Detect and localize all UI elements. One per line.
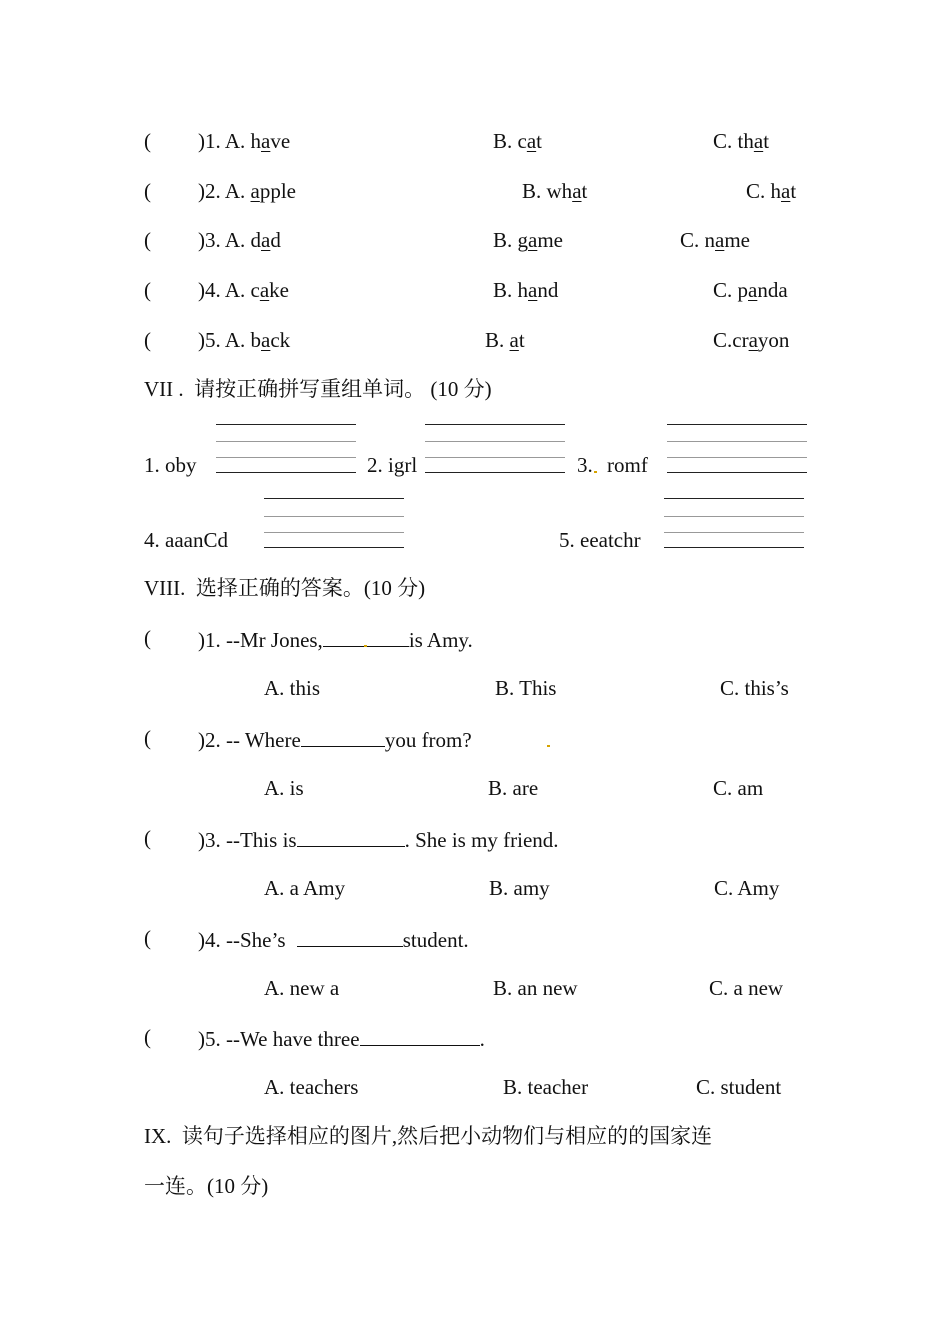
option-b[interactable]: B. are <box>488 776 539 800</box>
answer-blank[interactable] <box>297 928 403 947</box>
item-number: )2. A. apple <box>198 179 296 203</box>
option-c[interactable]: C. a new <box>709 976 784 1000</box>
answer-blank[interactable] <box>297 828 405 847</box>
answer-paren-open[interactable]: ( <box>144 926 151 950</box>
option-c[interactable]: C. Amy <box>714 876 780 900</box>
option-b[interactable]: B. teacher <box>503 1075 589 1099</box>
option-a[interactable]: A. is <box>264 776 304 800</box>
answer-paren-open[interactable]: ( <box>144 179 151 203</box>
answer-blank[interactable] <box>301 728 385 747</box>
option-b[interactable]: B. This <box>495 676 557 700</box>
stray-mark <box>364 645 367 647</box>
option-c[interactable]: C. that <box>713 129 770 153</box>
question-text: )5. --We have three . <box>198 1027 485 1051</box>
option-a[interactable]: A. teachers <box>264 1075 359 1099</box>
scrambled-word: 2. igrl <box>367 453 418 477</box>
option-c[interactable]: C. student <box>696 1075 782 1099</box>
option-b[interactable]: B. cat <box>493 129 543 153</box>
item-number: )3. A. dad <box>198 228 281 252</box>
option-b[interactable]: B. what <box>522 179 588 203</box>
item-number: )4. A. cake <box>198 278 289 302</box>
scrambled-word: 5. eeatchr <box>559 528 641 552</box>
scrambled-word: 1. oby <box>144 453 197 477</box>
option-a[interactable]: A. new a <box>264 976 340 1000</box>
section-title: VII . 请按正确拼写重组单词。 (10 分) <box>144 377 492 401</box>
section-title: IX. 读句子选择相应的图片,然后把小动物们与相应的的国家连 <box>144 1124 713 1148</box>
scrambled-word-number: 3. <box>577 453 593 477</box>
option-b[interactable]: B. at <box>485 328 525 352</box>
stray-mark <box>547 745 550 747</box>
question-text: )3. --This is . She is my friend. <box>198 828 559 852</box>
answer-paren-open[interactable]: ( <box>144 826 151 850</box>
section-title: VIII. 选择正确的答案。(10 分) <box>144 576 426 600</box>
answer-paren-open[interactable]: ( <box>144 278 151 302</box>
answer-blank[interactable] <box>360 1027 480 1046</box>
scrambled-word: 4. aaanCd <box>144 528 228 552</box>
option-a[interactable]: A. this <box>264 676 321 700</box>
question-text: )4. --She’s student. <box>198 928 469 952</box>
option-c[interactable]: C.crayon <box>713 328 790 352</box>
option-b[interactable]: B. amy <box>489 876 550 900</box>
option-b[interactable]: B. hand <box>493 278 559 302</box>
item-number: )5. A. back <box>198 328 291 352</box>
option-c[interactable]: C. panda <box>713 278 788 302</box>
option-c[interactable]: C. name <box>680 228 750 252</box>
answer-paren-open[interactable]: ( <box>144 228 151 252</box>
question-text: )2. -- Where you from? <box>198 728 472 752</box>
answer-paren-open[interactable]: ( <box>144 328 151 352</box>
option-b[interactable]: B. game <box>493 228 563 252</box>
section-title-continued: 一连。(10 分) <box>144 1174 269 1198</box>
question-text: )1. --Mr Jones, is Amy. <box>198 628 473 652</box>
stray-mark <box>594 471 597 473</box>
option-c[interactable]: C. hat <box>746 179 797 203</box>
option-a[interactable]: A. a Amy <box>264 876 346 900</box>
answer-paren-open[interactable]: ( <box>144 626 151 650</box>
option-c[interactable]: C. this’s <box>720 676 789 700</box>
answer-paren-open[interactable]: ( <box>144 726 151 750</box>
option-c[interactable]: C. am <box>713 776 764 800</box>
answer-paren-open[interactable]: ( <box>144 1025 151 1049</box>
item-number: )1. A. have <box>198 129 291 153</box>
scrambled-word: romf <box>607 453 648 477</box>
answer-paren-open[interactable]: ( <box>144 129 151 153</box>
option-b[interactable]: B. an new <box>493 976 578 1000</box>
